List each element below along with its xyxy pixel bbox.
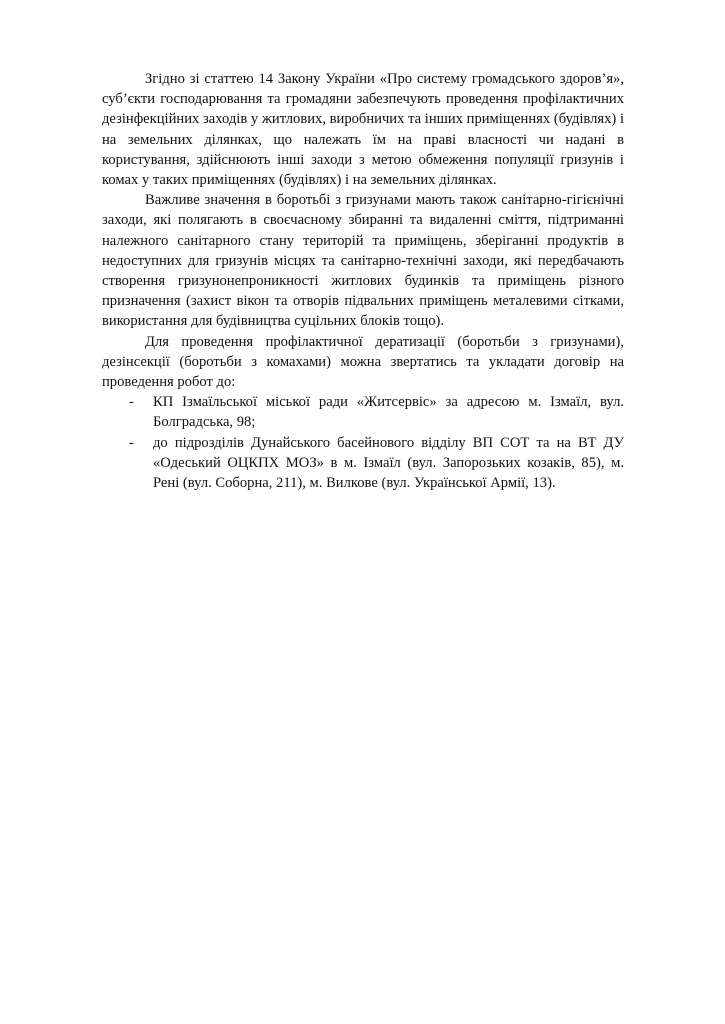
list-item [102, 433, 624, 494]
list-item [102, 392, 624, 432]
list-item-text: КП Ізмаїльської міської ради «Житсервіс» за адресою м. Ізмаїл, вул. Болградська, 98; [153, 394, 624, 431]
paragraph-law-article: Згідно зі статтею 14 Закону України «Про систему громадського здоров’я», суб’єкти господарювання та громадяни забезпечують проведення профілактичних дезінфекційних заходів у житлових, виробничих та інших приміщеннях (будівлях) і на земельних ділянках, що належать їм на праві власності чи надані в користування, здійснюють інші заходи з метою обмеження популяції гризунів і комах у таких приміщеннях (будівлях) і на земельних ділянках. [102, 71, 624, 189]
list-item-text: до підрозділів Дунайського басейнового відділу ВП СОТ та на ВТ ДУ «Одеський ОЦКПХ МОЗ» в м. Ізмаїл (вул. Запорозьких козаків, 85), м. Рені (вул. Соборна, 211), м. Вилкове (вул. Української Армії, 13). [153, 434, 624, 492]
paragraph-sanitary-measures: Важливе значення в боротьбі з гризунами мають також санітарно-гігієнічні заходи, які полягають в своєчасному збиранні та видаленні сміття, підтриманні належного санітарного стану територій та приміщень, зберіганні продуктів в недоступних для гризунів місцях та санітарно-технічні заходи, які передбачають створення гризунонепроникності житлових будинків та приміщень різного призначення (захист вікон та отворів підвальних приміщень металевими сітками, використання для будівництва суцільних блоків тощо). [102, 192, 624, 330]
paragraph-contacts-intro: Для проведення профілактичної дератизації (боротьби з гризунами), дезінсекції (боротьби з комахами) можна звертатись та укладати договір на проведення робот до: [102, 333, 624, 391]
list-dash: - [129, 434, 134, 451]
list-dash: - [129, 394, 134, 411]
contacts-list [102, 392, 624, 493]
